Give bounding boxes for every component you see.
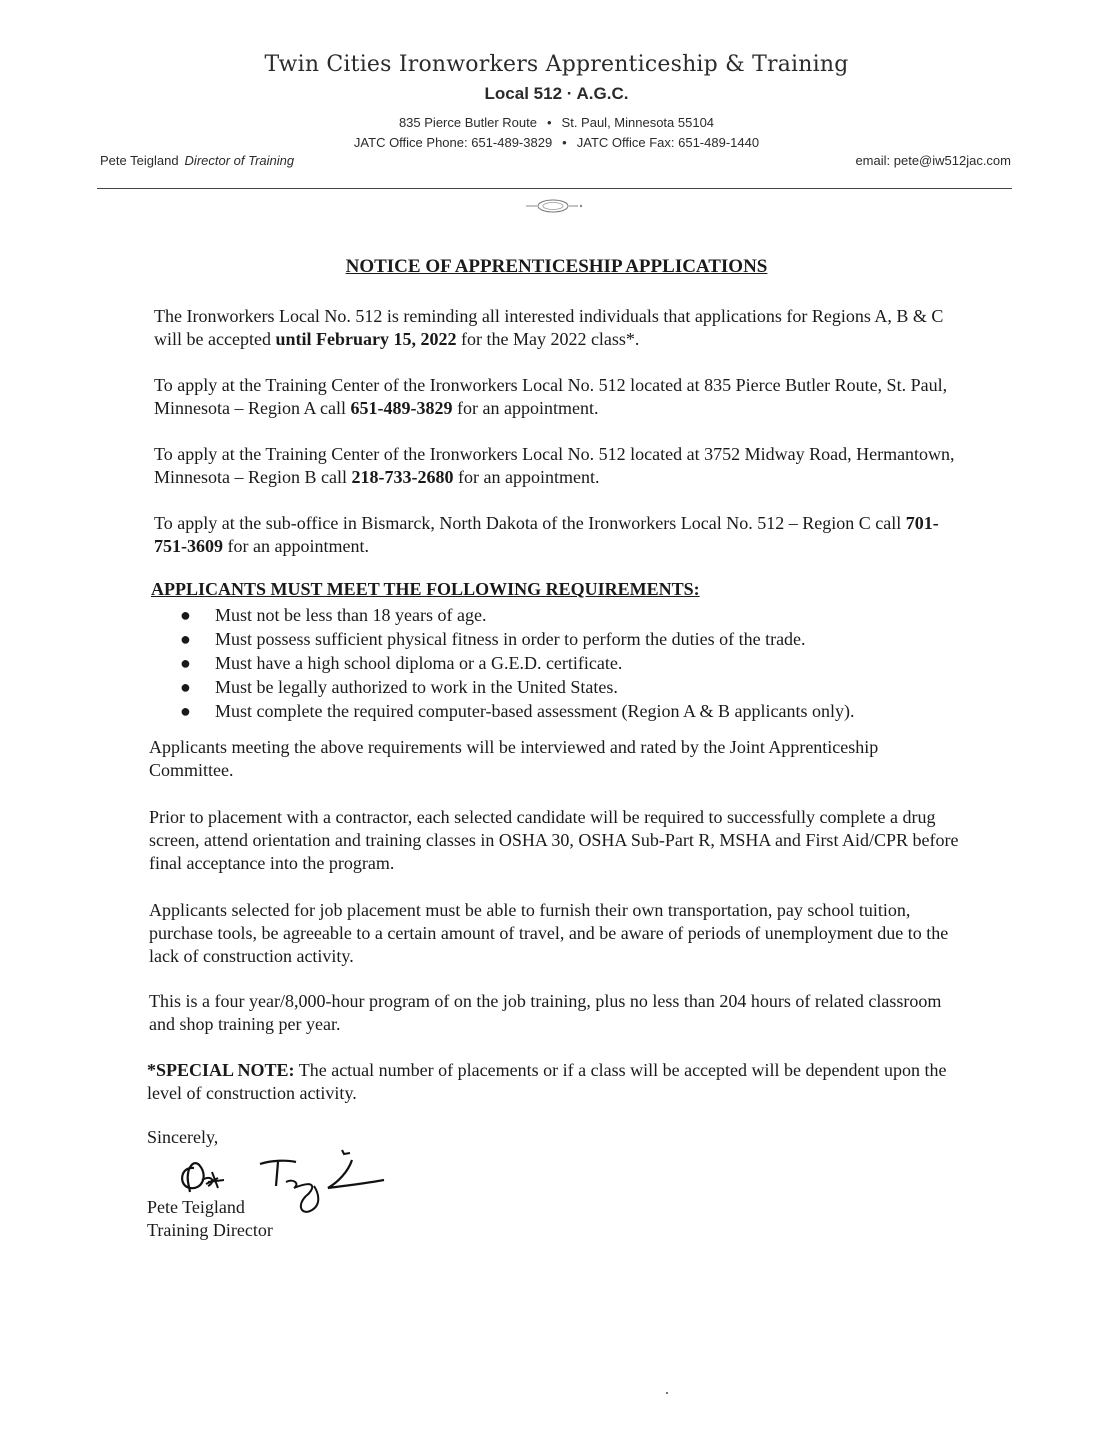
- bullet-icon: ●: [180, 629, 191, 649]
- director-line: [100, 153, 294, 168]
- region-b-phone: 218-733-2680: [351, 467, 454, 487]
- requirements-heading: APPLICANTS MUST MEET THE FOLLOWING REQUIREMENTS:: [151, 579, 700, 599]
- special-note-paragraph: [147, 1059, 957, 1105]
- city-state-zip: St. Paul, Minnesota 55104: [561, 115, 715, 130]
- address-line: [0, 115, 1113, 130]
- organization-name: Twin Cities Ironworkers Apprenticeship & Training: [264, 52, 849, 77]
- placement-paragraph: Prior to placement with a contractor, each selected candidate will be required to successfully complete a drug screen, attend orientation and training classes in OSHA 30, OSHA Sub-Part R, MSHA and First Aid/CPR before final acceptance into the program.: [149, 807, 959, 873]
- interview-paragraph: Applicants meeting the above requirements will be interviewed and rated by the Joint Apprenticeship Committee.: [149, 737, 879, 780]
- requirement-text: Must not be less than 18 years of age.: [215, 605, 487, 625]
- director-title: Director of Training: [184, 153, 295, 168]
- local-union-line: Local 512 · A.G.C.: [484, 84, 629, 103]
- requirement-text: Must possess sufficient physical fitness in order to perform the duties of the trade.: [215, 629, 806, 649]
- region-a-text: To apply at the Training Center of the Ironworkers Local No. 512 located at 835 Pierce Butler Route, St. Paul, Minnesota – Region A call: [154, 375, 948, 418]
- requirement-text: Must complete the required computer-based assessment (Region A & B applicants only).: [215, 701, 855, 721]
- region-c-phone: 701-751-3609: [154, 513, 939, 556]
- special-note-label: *SPECIAL NOTE:: [147, 1060, 295, 1080]
- list-item: [180, 651, 855, 675]
- requirement-text: Must have a high school diploma or a G.E.D. certificate.: [215, 653, 623, 673]
- bullet-icon: ●: [180, 677, 191, 697]
- list-item: [180, 699, 855, 723]
- region-a-paragraph: [154, 374, 964, 420]
- program-paragraph: This is a four year/8,000-hour program of on the job training, plus no less than 204 hours of related classroom and shop training per year.: [149, 991, 942, 1034]
- region-b-paragraph: [154, 443, 964, 489]
- application-deadline: until February 15, 2022: [275, 329, 457, 349]
- special-note-text: The actual number of placements or if a class will be accepted will be dependent upon the level of construction activity.: [147, 1060, 947, 1103]
- region-c-text: To apply at the sub-office in Bismarck, North Dakota of the Ironworkers Local No. 512 – Region C call: [154, 513, 906, 533]
- requirements-list: [180, 603, 855, 723]
- signer-name: Pete Teigland: [147, 1197, 245, 1217]
- intro-text-end: for the May 2022 class*.: [456, 329, 640, 349]
- region-b-text: To apply at the Training Center of the Ironworkers Local No. 512 located at 3752 Midway Road, Hermantown, Minnesota – Region B call: [154, 444, 955, 487]
- closing-salutation: Sincerely,: [147, 1127, 219, 1147]
- region-a-phone: 651-489-3829: [350, 398, 453, 418]
- intro-text: The Ironworkers Local No. 512 is reminding all interested individuals that applications for Regions A, B & C will be accepted: [154, 306, 944, 349]
- notice-title: NOTICE OF APPRENTICESHIP APPLICATIONS: [345, 256, 768, 277]
- requirement-text: Must be legally authorized to work in the United States.: [215, 677, 618, 697]
- separator: •: [546, 115, 552, 130]
- bullet-icon: ●: [180, 605, 191, 625]
- bullet-icon: ●: [180, 653, 191, 673]
- list-item: [180, 675, 855, 699]
- separator: •: [562, 135, 567, 150]
- contact-line: [0, 135, 1113, 150]
- bullet-icon: ●: [180, 701, 191, 721]
- office-fax: JATC Office Fax: 651-489-1440: [576, 135, 760, 150]
- signer-title: Training Director: [147, 1220, 273, 1240]
- office-phone: JATC Office Phone: 651-489-3829: [353, 135, 553, 150]
- scan-speck: [666, 1392, 668, 1394]
- header-divider: [97, 188, 1012, 189]
- job-placement-paragraph: Applicants selected for job placement must be able to furnish their own transportation, pay school tuition, purchase tools, be agreeable to a certain amount of travel, and be aware of periods of unemployment due to the lack of construction activity.: [149, 900, 949, 966]
- email-address: email: pete@iw512jac.com: [855, 153, 1011, 168]
- region-a-text-end: for an appointment.: [452, 398, 599, 418]
- intro-paragraph: [154, 305, 964, 351]
- region-c-paragraph: [154, 512, 964, 558]
- region-c-text-end: for an appointment.: [223, 536, 369, 556]
- list-item: [180, 627, 855, 651]
- street-address: 835 Pierce Butler Route: [398, 115, 537, 130]
- region-b-text-end: for an appointment.: [453, 467, 600, 487]
- director-name: Pete Teigland: [100, 153, 179, 168]
- union-seal-icon: [522, 199, 584, 213]
- list-item: [180, 603, 855, 627]
